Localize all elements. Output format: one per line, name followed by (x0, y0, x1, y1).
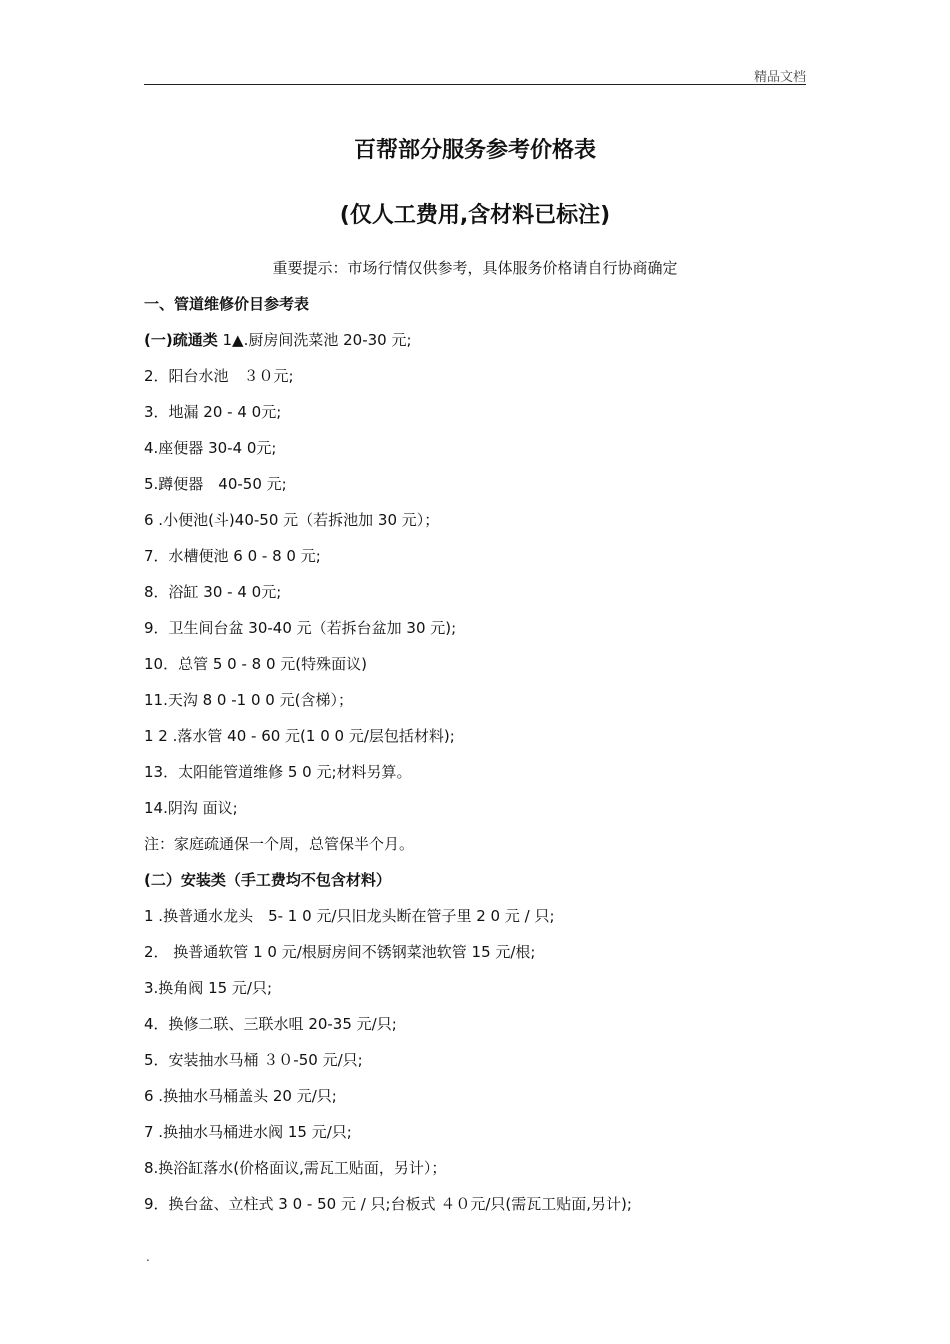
list-item: 13．太阳能管道维修 5 0 元;材料另算。 (144, 763, 412, 781)
important-notice: 重要提示：市场行情仅供参考，具体服务价格请自行协商确定 (272, 259, 678, 277)
list-item: 9．换台盆、立柱式 3 0 - 50 元 / 只;台板式 ４０元/只(需瓦工贴面,另计); (144, 1195, 632, 1213)
group-label-installation: (二）安装类（手工费均不包含材料） (144, 871, 391, 889)
footer-mark: . (146, 1250, 150, 1264)
list-item: 7 .换抽水马桶进水阀 15 元/只; (144, 1123, 352, 1141)
list-item: 9．卫生间台盆 30-40 元（若拆台盆加 30 元); (144, 619, 457, 637)
list-item: 3.换角阀 15 元/只; (144, 979, 273, 997)
header-rule (144, 84, 806, 85)
list-item: 8．浴缸 30 - 4 0元; (144, 583, 282, 601)
list-item: 1 .换普通水龙头 5- 1 0 元/只旧龙头断在管子里 2 0 元 / 只; (144, 907, 555, 925)
list-item: 2． 换普通软管 1 0 元/根厨房间不锈钢菜池软管 15 元/根; (144, 943, 536, 961)
list-item: 5．安装抽水马桶 ３０-50 元/只; (144, 1051, 363, 1069)
document-title: 百帮部分服务参考价格表 (353, 138, 596, 163)
list-item: 14.阴沟 面议; (144, 799, 238, 817)
list-item: 7．水槽便池 6 0 - 8 0 元; (144, 547, 321, 565)
document-subtitle: (仅人工费用,含材料已标注) (339, 203, 611, 228)
note-text: 注：家庭疏通保一个周，总管保半个月。 (144, 835, 415, 853)
list-item: 4.座便器 30-4 0元; (144, 439, 277, 457)
list-item: 5.蹲便器 40-50 元; (144, 475, 287, 493)
section-heading: 一、管道维修价目参考表 (144, 295, 310, 313)
list-item (144, 329, 806, 365)
group-label-dredging: (一)疏通类 (144, 331, 218, 349)
list-item: 2．阳台水池 ３０元; (144, 367, 294, 385)
document-body (144, 293, 806, 1229)
list-item: 6 .换抽水马桶盖头 20 元/只; (144, 1087, 337, 1105)
header-watermark-text: 精品文档 (753, 70, 806, 85)
list-item: 4．换修二联、三联水咀 20-35 元/只; (144, 1015, 397, 1033)
list-item: 1 2 .落水管 40 - 60 元(1 0 0 元/层包括材料); (144, 727, 455, 745)
list-item: 3．地漏 20 - 4 0元; (144, 403, 282, 421)
list-item-text: 1▲.厨房间洗菜池 20-30 元; (222, 331, 412, 349)
list-item: 8.换浴缸落水(价格面议,需瓦工贴面，另计）； (144, 1159, 447, 1177)
list-item: 10．总管 5 0 - 8 0 元(特殊面议) (144, 655, 367, 673)
list-item: 11.天沟 8 0 -1 0 0 元(含梯）； (144, 691, 353, 709)
list-item: 6 .小便池(斗)40-50 元（若拆池加 30 元）； (144, 511, 440, 529)
